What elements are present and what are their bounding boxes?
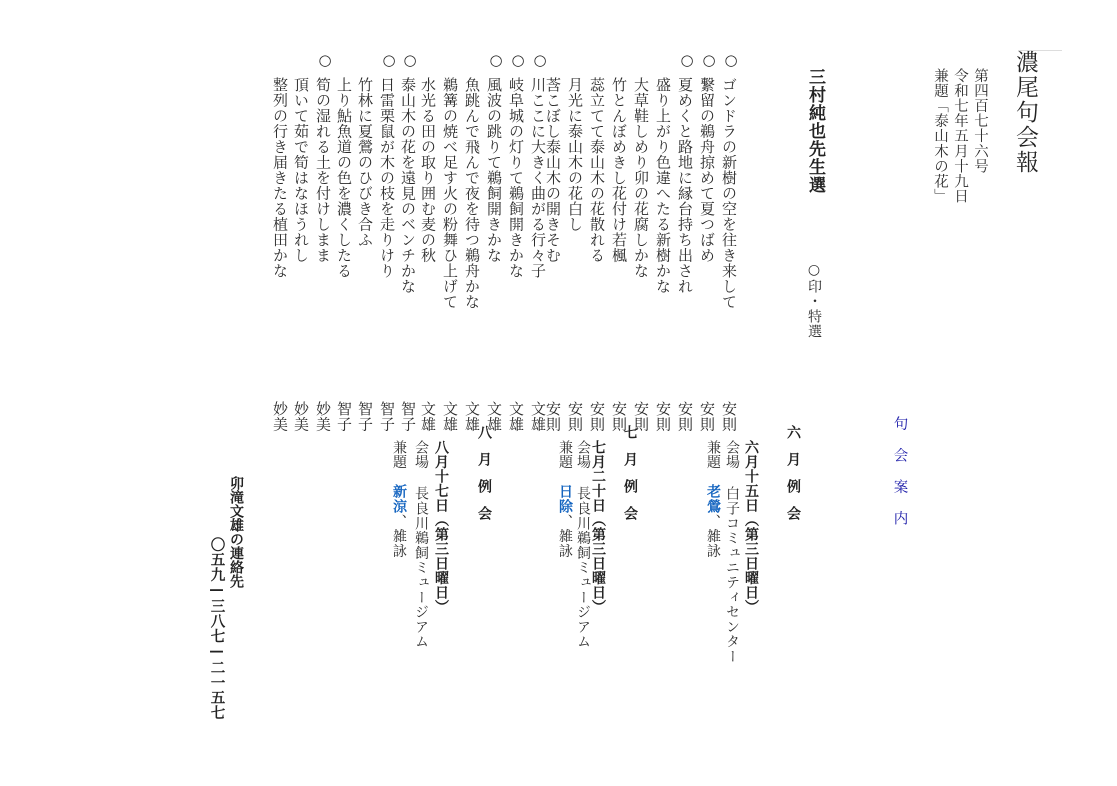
haiku-author: 安則 bbox=[544, 401, 562, 432]
haiku-text: 日雷栗鼠が木の枝を走りけり bbox=[378, 77, 396, 279]
selection-mark: ○ bbox=[382, 51, 396, 69]
haiku-row bbox=[529, 51, 551, 432]
haiku-author: 文雄 bbox=[419, 401, 437, 432]
haiku-text: 筍の湿れる土を付けしまま bbox=[314, 77, 332, 263]
haiku-text: 莟こぼし泰山木の開きそむ bbox=[544, 77, 562, 263]
haiku-row bbox=[378, 51, 400, 432]
haiku-author: 安則 bbox=[566, 401, 584, 432]
haiku-author: 安則 bbox=[588, 401, 606, 432]
haiku-text: 蕊立てて泰山木の花散れる bbox=[588, 77, 606, 263]
kendai-keyword: 新涼 bbox=[391, 484, 407, 515]
haiku-text: ゴンドラの新樹の空を往き来して bbox=[720, 77, 738, 310]
haiku-row bbox=[485, 51, 507, 432]
haiku-row bbox=[399, 51, 421, 432]
haiku-row bbox=[441, 52, 463, 432]
haiku-row bbox=[654, 52, 676, 432]
haiku-author: 安則 bbox=[698, 401, 716, 432]
kendai-rest: 、雑詠 bbox=[557, 514, 573, 559]
issue-date: 令和七年五月十九日 bbox=[952, 68, 968, 204]
meeting-topics bbox=[558, 440, 572, 558]
selection-mark: ○ bbox=[724, 51, 738, 69]
haiku-text: 泰山木の花を遠見のベンチかな bbox=[399, 77, 417, 294]
haiku-author: 智子 bbox=[356, 401, 374, 432]
haiku-row bbox=[356, 52, 378, 432]
issue-info bbox=[930, 68, 990, 204]
selection-mark: ○ bbox=[533, 51, 547, 69]
haiku-text: 大草鞋しめり卯の花腐しかな bbox=[632, 77, 650, 279]
haiku-row bbox=[698, 51, 720, 432]
selection-mark: ○ bbox=[318, 51, 332, 69]
meeting-date: 七月二十日（第三日曜日） bbox=[590, 440, 606, 614]
meeting-venue: 会場 長良川鵜飼ミュージアム bbox=[413, 440, 429, 650]
haiku-row bbox=[610, 52, 632, 432]
meeting-month: 六月例会 bbox=[785, 425, 801, 533]
selection-mark: ○ bbox=[511, 51, 525, 69]
kendai-label: 兼題 bbox=[705, 440, 721, 470]
haiku-row bbox=[314, 51, 336, 432]
haiku-author: 智子 bbox=[335, 401, 353, 432]
selection-mark: ○ bbox=[489, 51, 503, 69]
haiku-author: 妙美 bbox=[314, 401, 332, 432]
haiku-author: 安則 bbox=[632, 401, 650, 432]
haiku-row bbox=[566, 52, 588, 432]
meeting-venue: 会場 長良川鵜飼ミュージアム bbox=[575, 440, 591, 650]
haiku-row bbox=[419, 52, 441, 432]
haiku-author: 妙美 bbox=[292, 401, 310, 432]
kendai-keyword: 老鶯 bbox=[705, 484, 721, 515]
haiku-row bbox=[588, 52, 610, 432]
haiku-author: 文雄 bbox=[441, 401, 459, 432]
selection-mark: ○ bbox=[702, 51, 716, 69]
kendai-label: 兼題 bbox=[391, 440, 407, 470]
haiku-author: 安則 bbox=[654, 401, 672, 432]
haiku-row bbox=[632, 52, 654, 432]
selection-mark: ○ bbox=[403, 51, 417, 69]
haiku-author: 智子 bbox=[399, 401, 417, 432]
haiku-text: 風波の跳りて鵜飼開きかな bbox=[485, 77, 503, 263]
haiku-text: 水光る田の取り囲む麦の秋 bbox=[419, 77, 437, 263]
meeting-month: 八月例会 bbox=[476, 425, 492, 533]
haiku-text: 川ここに大きく曲がる行々子 bbox=[529, 77, 547, 279]
haiku-author: 妙美 bbox=[271, 401, 289, 432]
haiku-author: 文雄 bbox=[463, 401, 481, 432]
newsletter-title: 濃尾句会報 bbox=[1012, 50, 1038, 175]
kendai-rest: 、雑詠 bbox=[391, 514, 407, 559]
selection-mark: ○ bbox=[680, 51, 694, 69]
kendai-keyword: 日除 bbox=[557, 484, 573, 515]
selector-name: 三村純也先生選 bbox=[805, 68, 825, 194]
haiku-row bbox=[720, 51, 742, 432]
meeting-venue: 会場 白子コミュニティセンター bbox=[724, 440, 740, 664]
haiku-text: 夏めくと路地に縁台持ち出され bbox=[676, 77, 694, 294]
haiku-author: 文雄 bbox=[529, 401, 547, 432]
meeting-month: 七月例会 bbox=[622, 425, 638, 533]
haiku-text: 魚跳んで飛んで夜を待つ鵜舟かな bbox=[463, 77, 481, 310]
haiku-row bbox=[507, 51, 529, 432]
haiku-text: 鵜篝の焼べ足す火の粉舞ひ上げて bbox=[441, 77, 459, 310]
meeting-date: 八月十七日（第三日曜日） bbox=[433, 440, 449, 614]
meeting-date: 六月十五日（第三日曜日） bbox=[743, 440, 759, 614]
meeting-guide-title: 句会案内 bbox=[891, 416, 908, 542]
contact-phone: 〇五九—三八七—二一五七 bbox=[208, 537, 225, 720]
haiku-author: 文雄 bbox=[485, 401, 503, 432]
haiku-text: 竹林に夏鶯のひびき合ふ bbox=[356, 77, 374, 248]
kendai-rest: 、雑詠 bbox=[705, 514, 721, 559]
haiku-text: 上り鮎魚道の色を濃くしたる bbox=[335, 77, 353, 279]
kendai-label: 兼題 bbox=[557, 440, 573, 470]
haiku-text: 盛り上がり色違へたる新樹かな bbox=[654, 77, 672, 294]
haiku-author: 文雄 bbox=[507, 401, 525, 432]
issue-number: 第四百七十六号 bbox=[972, 68, 988, 174]
haiku-text: 月光に泰山木の花白し bbox=[566, 77, 584, 232]
haiku-author: 智子 bbox=[378, 401, 396, 432]
haiku-author: 安則 bbox=[610, 401, 628, 432]
haiku-text: 繋留の鵜舟掠めて夏つばめ bbox=[698, 77, 716, 263]
haiku-text: 岐阜城の灯りて鵜飼開きかな bbox=[507, 77, 525, 279]
haiku-row bbox=[676, 51, 698, 432]
haiku-row bbox=[335, 52, 357, 432]
haiku-text: 竹とんぼめきし花付け若楓 bbox=[610, 77, 628, 263]
issue-kendai: 兼題「泰山木の花」 bbox=[932, 68, 948, 204]
meeting-topics bbox=[392, 440, 406, 558]
meeting-topics bbox=[706, 440, 720, 558]
haiku-author: 安則 bbox=[676, 401, 694, 432]
haiku-row bbox=[463, 52, 485, 432]
selection-legend: ○印・特選 bbox=[806, 262, 822, 339]
haiku-text: 整列の行き届きたる植田かな bbox=[271, 77, 289, 279]
haiku-author: 安則 bbox=[720, 401, 738, 432]
haiku-row bbox=[271, 52, 293, 432]
haiku-row bbox=[292, 52, 314, 432]
contact-label: 卯滝文雄の連絡先 bbox=[228, 476, 244, 588]
haiku-text: 頂いて茹で筍はなほうれし bbox=[292, 77, 310, 263]
